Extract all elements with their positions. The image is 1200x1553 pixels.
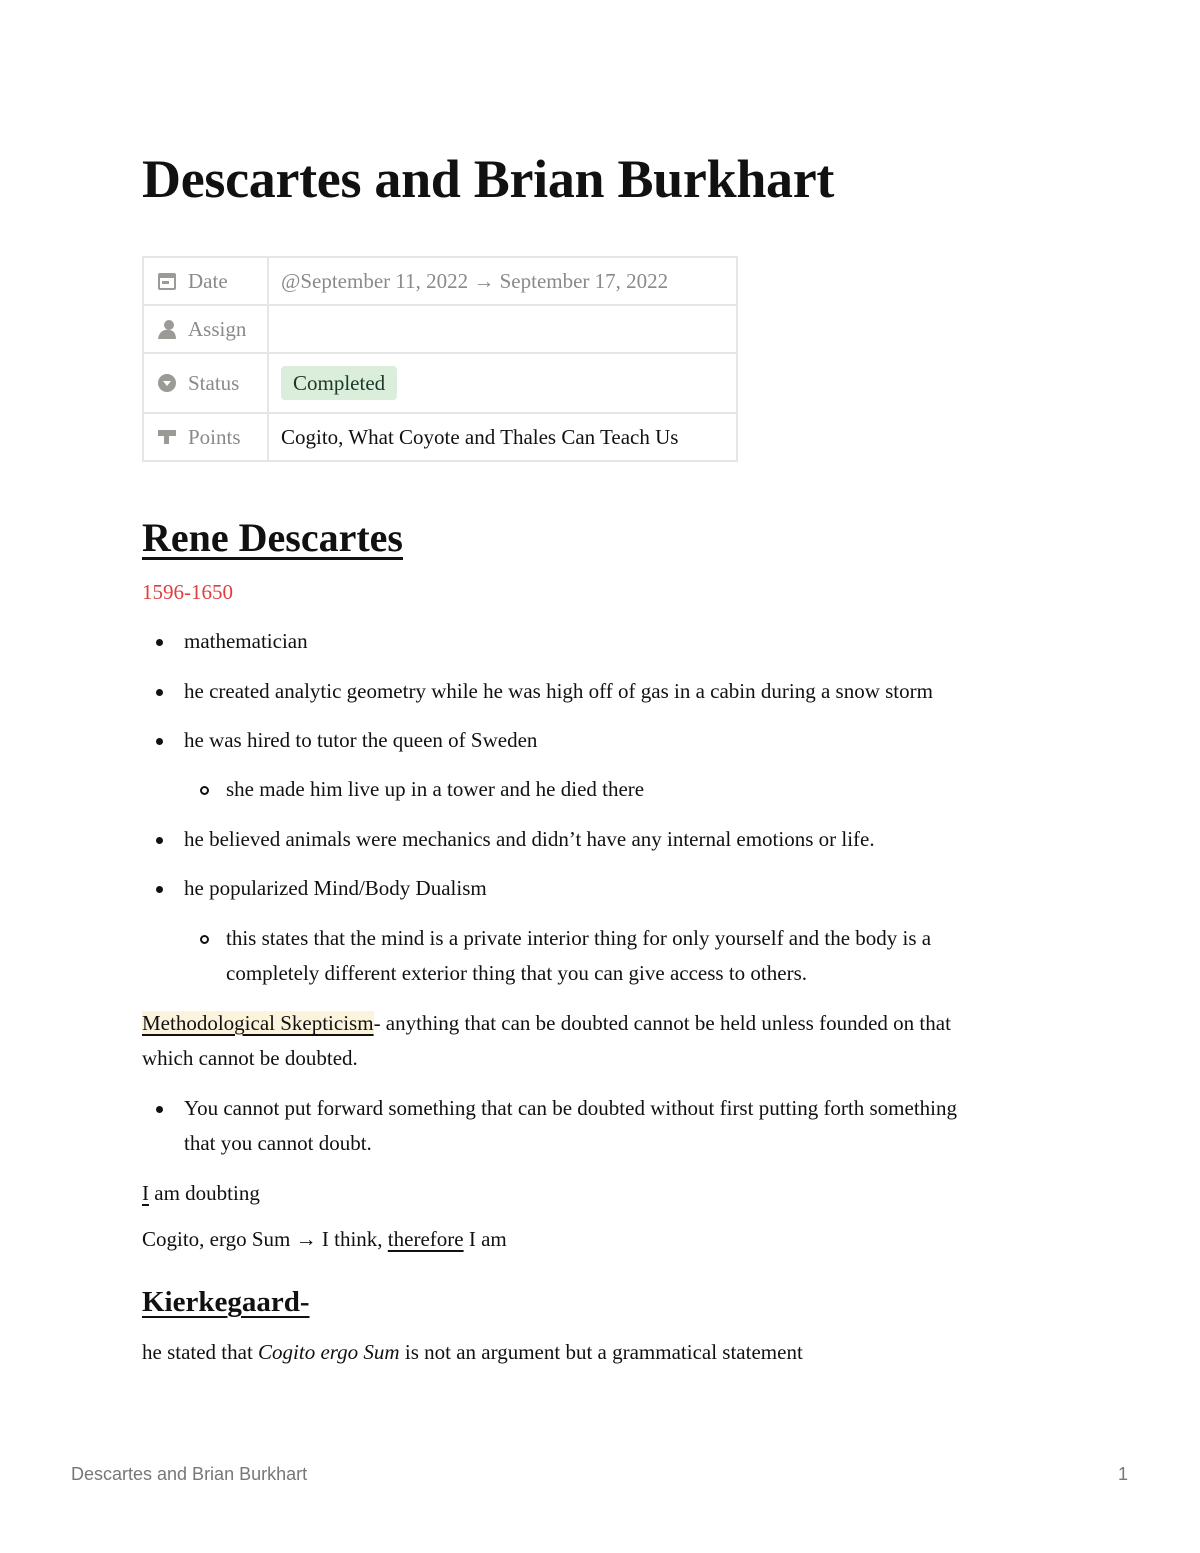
doubting-text <box>142 1176 260 1211</box>
points-value[interactable]: Cogito, What Coyote and Thales Can Teach Us <box>268 413 737 461</box>
footer-title: Descartes and Brian Burkhart <box>71 1464 308 1484</box>
kierkegaard-text <box>142 1335 803 1370</box>
date-range-value[interactable]: @September 11, 2022 → September 17, 2022 <box>268 257 737 305</box>
list-item: he created analytic geometry while he was high off of gas in a cabin during a snow storm <box>184 674 933 709</box>
heading-rene-descartes: Rene Descartes <box>142 515 403 560</box>
list-item: mathematician <box>184 624 308 659</box>
assign-value[interactable] <box>268 305 737 353</box>
skepticism-paragraph <box>142 1006 951 1041</box>
list-item: he was hired to tutor the queen of Sweden <box>184 723 537 758</box>
sub-list-item-continued: completely different exterior thing that you can give access to others. <box>226 961 807 985</box>
list-item: You cannot put forward something that can be doubted without first putting forth something <box>184 1091 957 1126</box>
heading-kierkegaard: Kierkegaard- <box>142 1286 310 1318</box>
properties-table <box>142 256 738 462</box>
calendar-icon <box>156 270 178 292</box>
doubting-rest: am doubting <box>149 1181 260 1205</box>
cogito-start: Cogito, ergo Sum → I think, <box>142 1227 388 1251</box>
property-label: Status <box>188 370 240 395</box>
property-key-date <box>143 257 268 305</box>
list-item: he believed animals were mechanics and didn’t have any internal emotions or life. <box>184 822 875 857</box>
sub-list-item: she made him live up in a tower and he died there <box>226 772 644 807</box>
status-value-cell <box>268 353 737 413</box>
italic-cogito: Cogito ergo Sum <box>258 1340 400 1364</box>
property-row-status <box>143 353 737 413</box>
page-number: 1 <box>1118 1464 1129 1484</box>
kierkegaard-text-start: he stated that <box>142 1340 259 1364</box>
definition-text: - anything that can be doubted cannot be held unless founded on that <box>373 1011 951 1035</box>
page-title: Descartes and Brian Burkhart <box>142 149 835 209</box>
underlined-therefore: therefore <box>387 1227 464 1251</box>
text-icon <box>156 426 178 448</box>
cogito-end: I am <box>463 1227 507 1251</box>
list-item: he popularized Mind/Body Dualism <box>184 871 487 906</box>
highlighted-term: Methodological Skepticism <box>142 1011 374 1035</box>
property-row-date <box>143 257 737 305</box>
skepticism-paragraph-continued: which cannot be doubted. <box>142 1046 358 1070</box>
kierkegaard-text-end: is not an argument but a grammatical statement <box>399 1340 803 1364</box>
list-item-continued: that you cannot doubt. <box>184 1131 372 1155</box>
property-key-assign <box>143 305 268 353</box>
sub-list-item: this states that the mind is a private interior thing for only yourself and the body is a <box>226 921 931 956</box>
status-icon <box>156 372 178 394</box>
property-label: Points <box>188 424 241 449</box>
property-label: Assign <box>188 316 247 341</box>
property-label: Date <box>188 268 228 293</box>
status-badge[interactable]: Completed <box>281 366 397 400</box>
cogito-text <box>142 1222 507 1257</box>
person-icon <box>156 318 178 340</box>
property-row-assign <box>143 305 737 353</box>
property-row-points <box>143 413 737 461</box>
property-key-points <box>143 413 268 461</box>
underlined-i: I <box>142 1181 149 1205</box>
property-key-status <box>143 353 268 413</box>
lifespan-text: 1596-1650 <box>142 580 233 604</box>
